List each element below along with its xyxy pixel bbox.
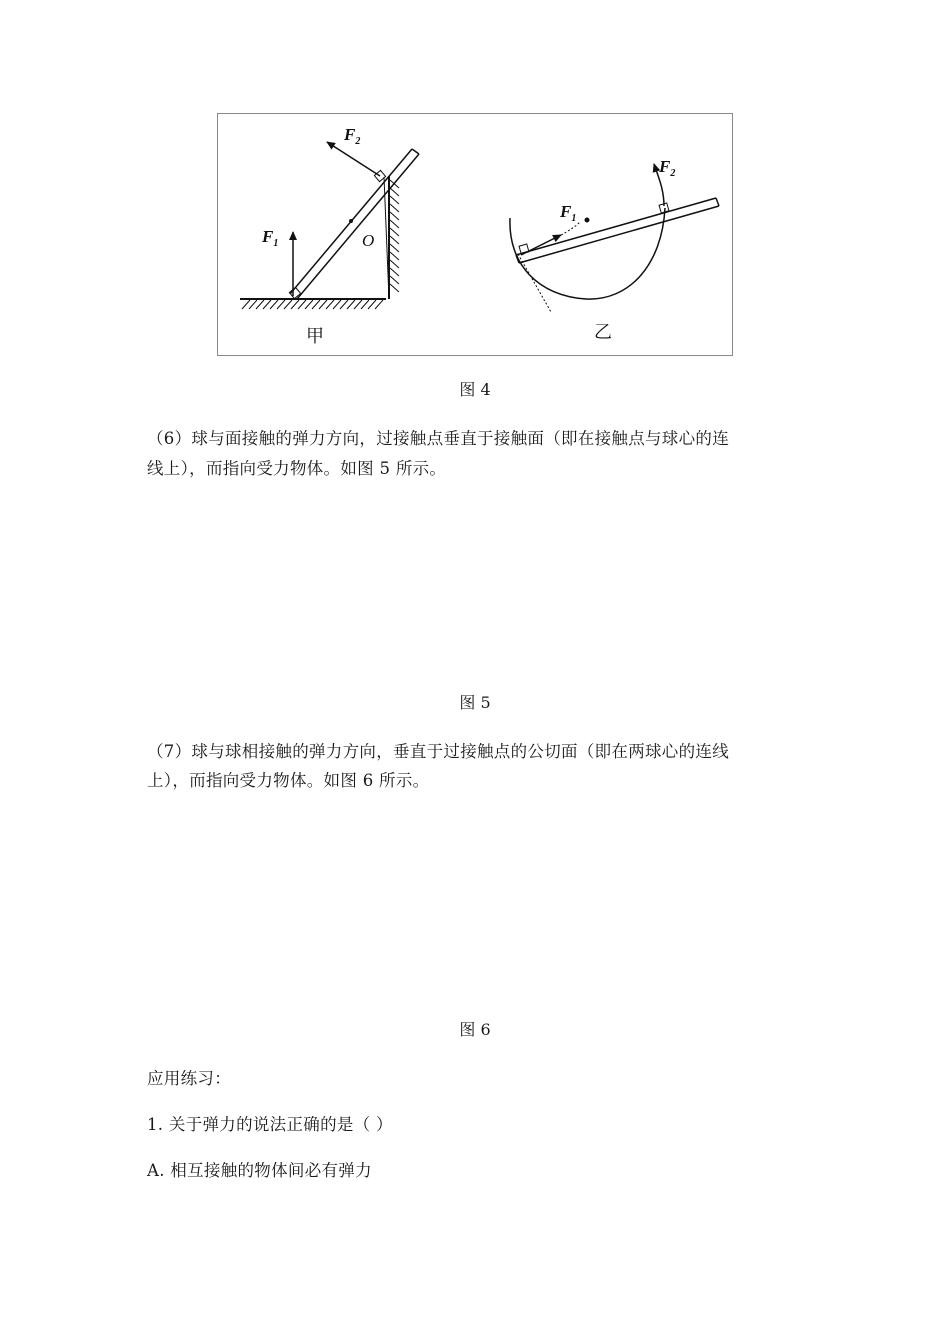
figure-4-diagram	[217, 113, 733, 356]
center-dot	[349, 219, 353, 223]
label-yi: 乙	[594, 322, 612, 342]
tangent-dashed	[518, 254, 551, 312]
f1-label-right: $F_1$	[560, 202, 577, 224]
wall-hatch	[390, 180, 399, 292]
paragraph-6-line-1: （6）球与面接触的弹力方向，过接触点垂直于接触面（即在接触点与球心的连	[147, 429, 729, 448]
figure-4-caption: 图 4	[459, 380, 491, 399]
center-label: O	[362, 231, 375, 250]
question-1-option-a: A. 相互接触的物体间必有弹力	[147, 1161, 372, 1180]
diagram-jia	[240, 125, 419, 346]
ground-hatch	[242, 300, 383, 309]
f1-label: $F_1$	[262, 227, 279, 249]
label-jia: 甲	[306, 326, 324, 346]
practice-heading: 应用练习：	[147, 1069, 231, 1088]
question-1: 1. 关于弹力的说法正确的是（ ）	[147, 1115, 393, 1134]
rod-edge-b	[519, 206, 719, 263]
f2-arrow-left	[327, 142, 380, 176]
diagram-yi	[509, 157, 719, 342]
figure-6-caption: 图 6	[459, 1020, 491, 1039]
paragraph-7-line-2: 上），而指向受力物体。如图 6 所示。	[147, 771, 430, 790]
f2-label-left: $F_2$	[344, 125, 361, 147]
figure-5-caption: 图 5	[459, 693, 491, 712]
paragraph-7-line-1: （7）球与球相接触的弹力方向，垂直于过接触点的公切面（即在两球心的连线	[147, 742, 729, 761]
figure-4-svg	[218, 114, 734, 357]
bowl-center-dot	[585, 218, 590, 223]
f2-label-right: $F_2$	[659, 157, 676, 179]
rod-edge-a	[516, 198, 716, 255]
rod-edge-2	[297, 154, 419, 299]
paragraph-6-line-2: 线上），而指向受力物体。如图 5 所示。	[147, 459, 447, 478]
